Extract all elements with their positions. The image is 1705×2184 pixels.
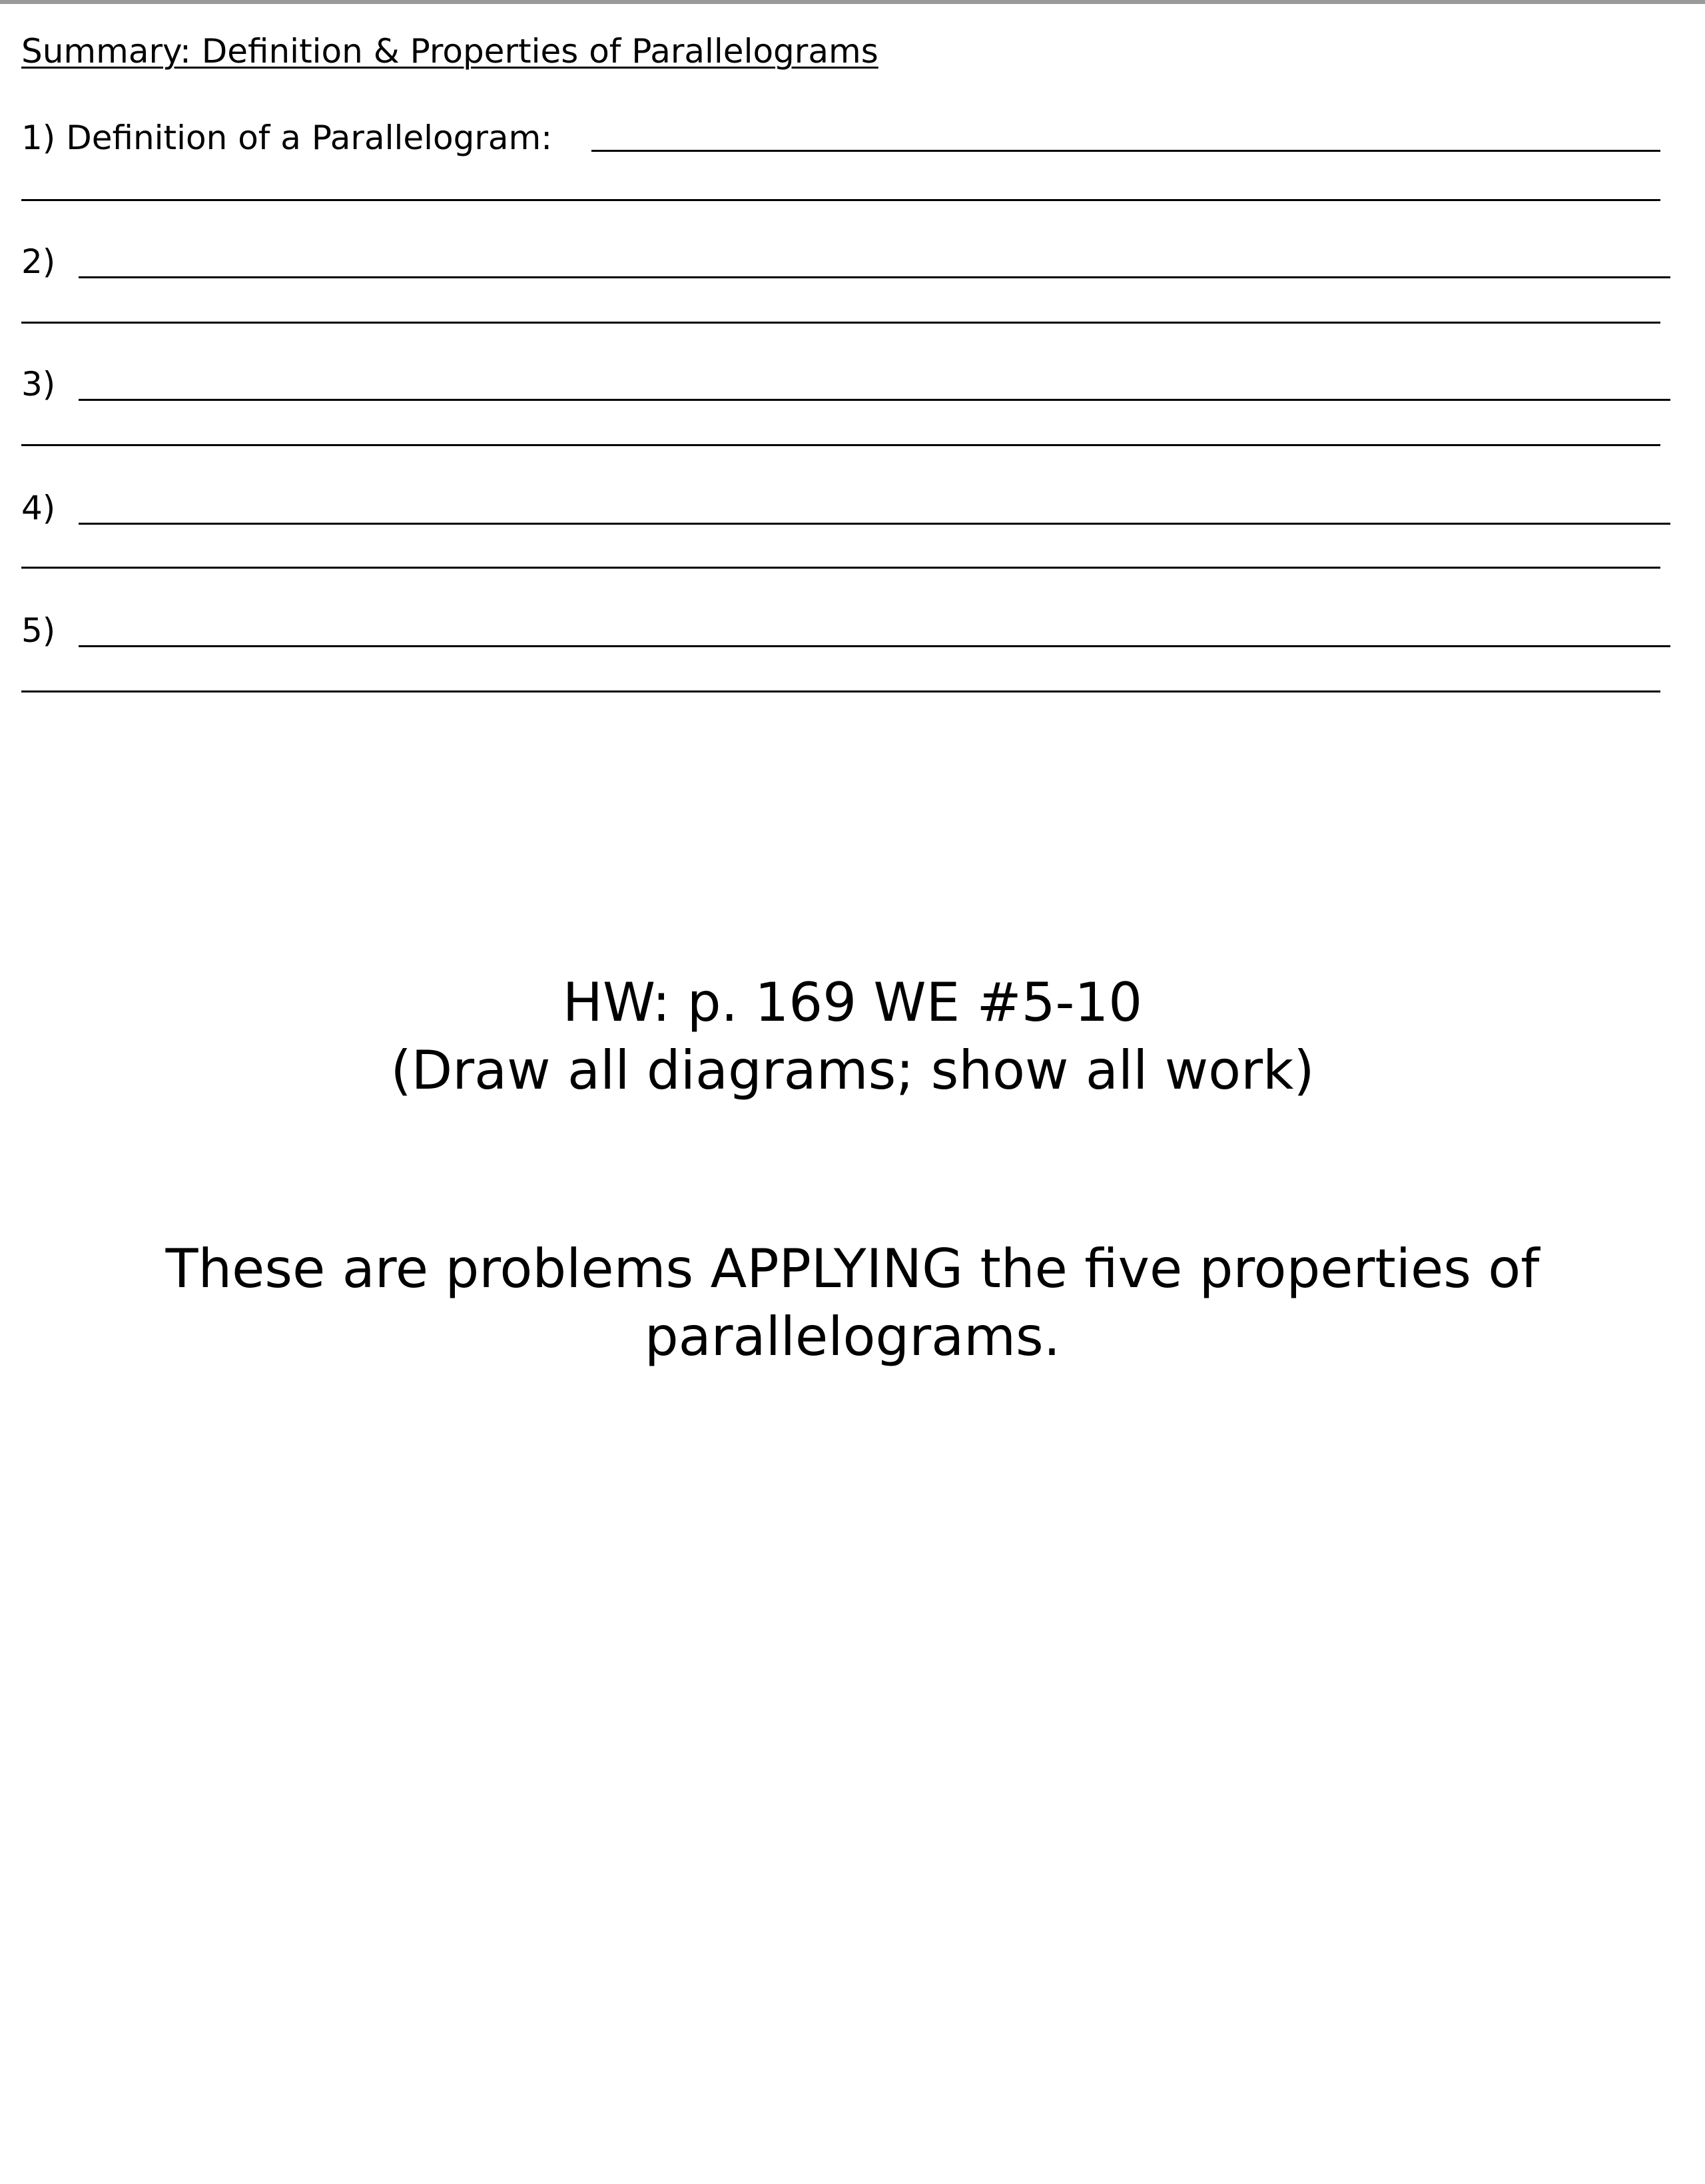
homework-note: These are problems APPLYING the five properties of parallelograms. (165, 1238, 1540, 1368)
item-3-answer-line (79, 399, 1670, 401)
item-1-answer-line (591, 150, 1660, 152)
item-2-label: 2) (21, 242, 56, 281)
item-4-answer-line (79, 523, 1670, 525)
item-2-answer-line (79, 276, 1670, 278)
item-2-continuation-line (21, 322, 1660, 324)
item-1-continuation-line (21, 199, 1660, 201)
top-border-rule (0, 0, 1705, 4)
item-3-continuation-line (21, 444, 1660, 446)
homework-line-1: HW: p. 169 WE #5-10 (562, 971, 1143, 1033)
item-5-continuation-line (21, 690, 1660, 692)
item-4-label: 4) (21, 489, 56, 527)
homework-assignment (0, 969, 1705, 1105)
homework-line-2: (Draw all diagrams; show all work) (390, 1039, 1315, 1101)
item-4-continuation-line (21, 567, 1660, 569)
item-1-label: 1) Definition of a Parallelogram: (21, 119, 553, 157)
item-3-label: 3) (21, 365, 56, 404)
summary-heading: Summary: Definition & Properties of Parallelograms (21, 32, 878, 71)
item-5-label: 5) (21, 611, 56, 650)
item-5-answer-line (79, 645, 1670, 647)
